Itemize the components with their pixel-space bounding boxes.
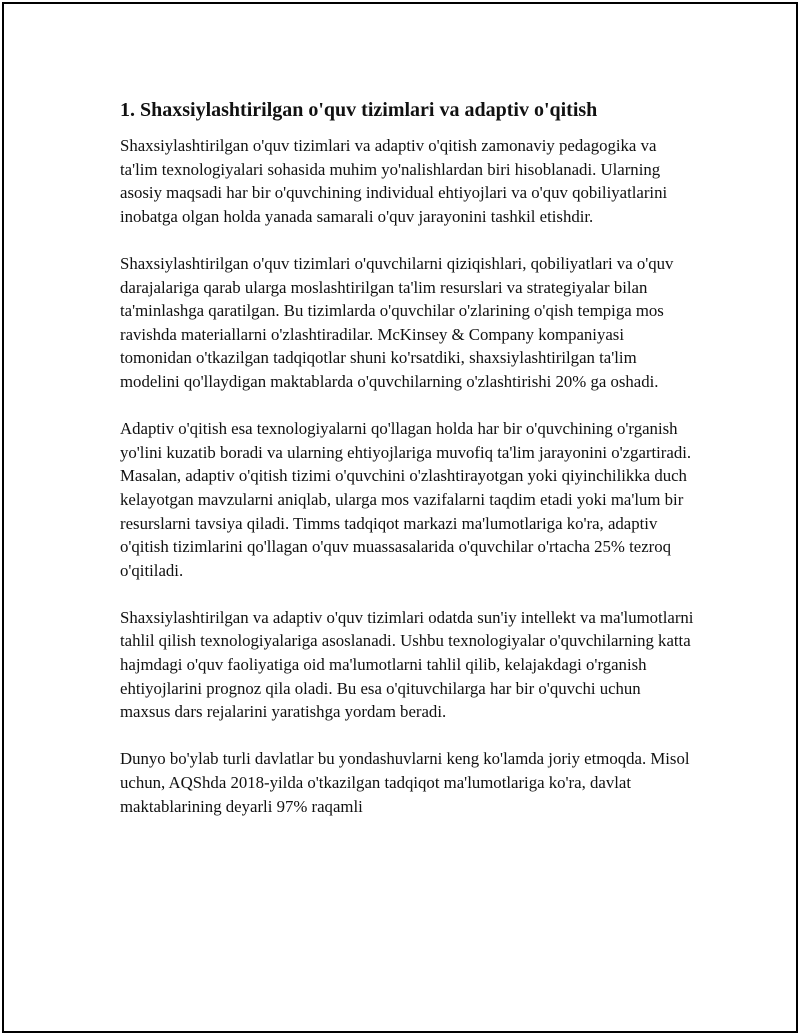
document-body (120, 96, 695, 842)
paragraph-4: Shaxsiylashtirilgan va adaptiv o'quv tizimlari odatda sun'iy intellekt va ma'lumotlarni tahlil qilish texnologiyalariga asoslanadi. Ushbu texnologiyalar o'quvchilarning katta hajmdagi o'quv faoliyatiga oid ma'lumotlarni tahlil qilib, kelajakdagi o'rganish ehtiyojlarini prognoz qila oladi. Bu esa o'qituvchilarga har bir o'quvchi uchun maxsus dars rejalarini yaratishga yordam beradi. (120, 607, 694, 722)
paragraph-2: Shaxsiylashtirilgan o'quv tizimlari o'quvchilarni qiziqishlari, qobiliyatlari va o'quv darajalariga qarab ularga moslashtirilgan ta'lim resurslari va strategiyalar bilan ta'minlashga qaratilgan. Bu tizimlarda o'quvchilar o'zlarining o'qish tempiga mos ravishda materiallarni o'zlashtiradilar. McKinsey & Company kompaniyasi tomonidan o'tkazilgan tadqiqotlar shuni ko'rsatdiki, shaxsiylashtirilgan ta'lim modelini qo'llaydigan maktablarda o'quvchilarning o'zlashtirishi 20% ga oshadi. (120, 253, 674, 391)
paragraph-1: Shaxsiylashtirilgan o'quv tizimlari va adaptiv o'qitish zamonaviy pedagogika va ta'lim texnologiyalari sohasida muhim yo'nalishlardan biri hisoblanadi. Ularning asosiy maqsadi har bir o'quvchining individual ehtiyojlari va o'quv qobiliyatlarini inobatga olgan holda yanada samarali o'quv jarayonini tashkil etishdir. (120, 136, 668, 226)
document-page (2, 2, 798, 1033)
paragraph-5: Dunyo bo'ylab turli davlatlar bu yondashuvlarni keng ko'lamda joriy etmoqda. Misol uchun, AQShda 2018-yilda o'tkazilgan tadqiqot ma'lumotlariga ko'ra, davlat maktablarining deyarli 97% raqamli (120, 749, 690, 816)
paragraph-3: Adaptiv o'qitish esa texnologiyalarni qo'llagan holda har bir o'quvchining o'rganish yo'lini kuzatib boradi va ularning ehtiyojlariga muvofiq ta'lim jarayonini o'zgartiradi. Masalan, adaptiv o'qitish tizimi o'quvchini o'zlashtirayotgan yoki qiyinchilikka duch kelayotgan mavzularni aniqlab, ularga mos vazifalarni taqdim etadi yoki ma'lum bir resurslarni tavsiya qiladi. Timms tadqiqot markazi ma'lumotlariga ko'ra, adaptiv o'qitish tizimlarini qo'llagan o'quv muassasalarida o'quvchilar o'rtacha 25% tezroq o'qitiladi. (120, 419, 692, 580)
section-heading: 1. Shaxsiylashtirilgan o'quv tizimlari va adaptiv o'qitish (120, 99, 598, 121)
